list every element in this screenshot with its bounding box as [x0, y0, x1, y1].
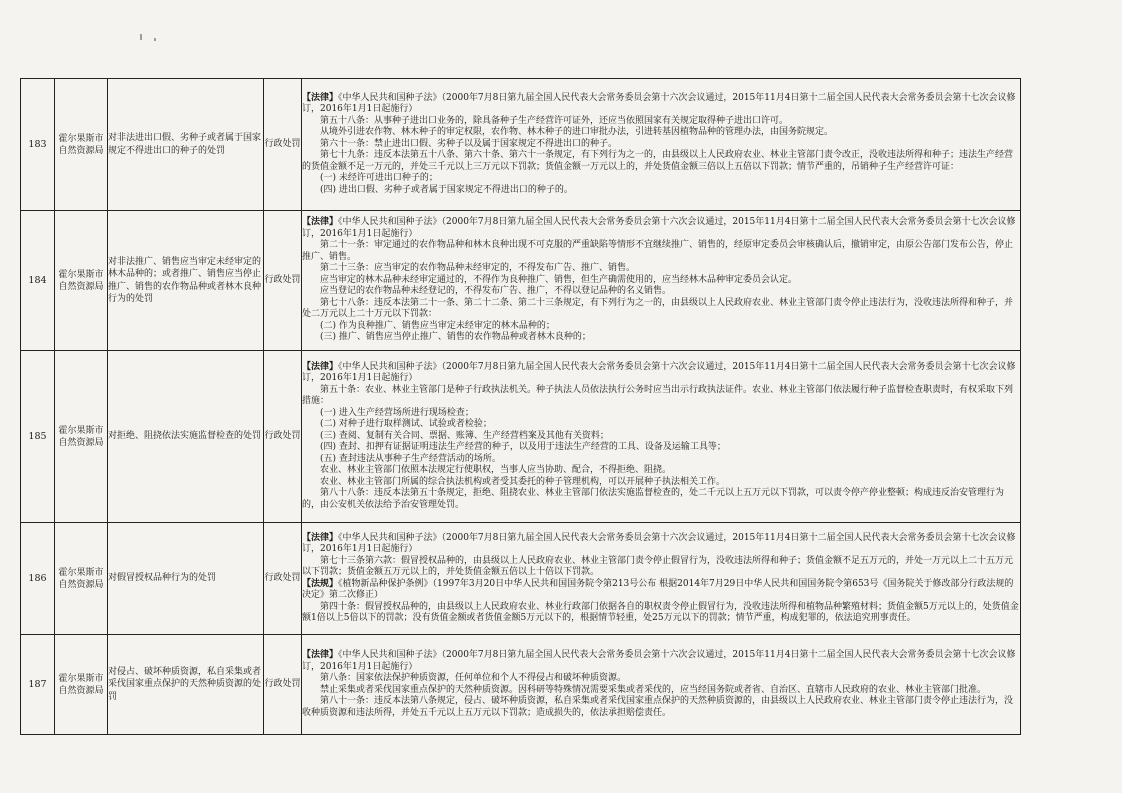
legal-basis-text: (一) 进入生产经营场所进行现场检查；	[320, 407, 474, 418]
implementing-agency: 霍尔果斯市自然资源局	[55, 79, 108, 211]
legal-basis	[302, 523, 1021, 635]
legal-basis-paragraph	[302, 419, 1020, 431]
legal-basis-paragraph	[302, 408, 1020, 420]
law-type-tag: 【法律】	[302, 532, 339, 543]
penalty-type: 行政处罚	[264, 635, 302, 735]
scan-speck	[154, 38, 156, 41]
implementing-agency: 霍尔果斯市自然资源局	[55, 523, 108, 635]
table-row	[21, 351, 1021, 523]
row-number: 185	[21, 351, 55, 523]
legal-basis-paragraph	[302, 442, 1020, 454]
legal-basis-text: (二) 对种子进行取样测试、试验或者检验；	[320, 419, 492, 430]
legal-basis-paragraph	[302, 362, 1020, 385]
row-number: 186	[21, 523, 55, 635]
implementing-agency: 霍尔果斯市自然资源局	[55, 211, 108, 351]
legal-basis-paragraph	[302, 650, 1020, 673]
law-type-tag: 【法律】	[302, 217, 339, 228]
row-number: 187	[21, 635, 55, 735]
legal-basis-paragraph	[302, 696, 1020, 719]
legal-basis-text: (四) 进出口假、劣种子或者属于国家规定不得进出口的种子的。	[320, 184, 573, 195]
legal-basis-paragraph	[302, 602, 1020, 625]
law-type-tag: 【法律】	[302, 650, 339, 660]
legal-basis-paragraph	[302, 685, 1020, 697]
row-number: 184	[21, 211, 55, 351]
legal-basis-text: 《中华人民共和国种子法》（2000年7月8日第九届全国人民代表大会常务委员会第十六次会议通过，2015年11月4日第十二届全国人民代表大会常务委员会第十七次会议修订，2016年1月1日起施行）	[302, 361, 1016, 384]
legal-basis-paragraph	[302, 431, 1020, 443]
legal-basis-paragraph	[302, 556, 1020, 579]
legal-basis-text: (三) 推广、销售应当停止推广、销售的农作物品种或者林木良种的；	[320, 332, 591, 343]
legal-basis-text: 《中华人民共和国种子法》（2000年7月8日第九届全国人民代表大会常务委员会第十六次会议通过，2015年11月4日第十二届全国人民代表大会常务委员会第十七次会议修订，2016年1月1日起施行）	[302, 92, 1016, 115]
penalty-type: 行政处罚	[264, 211, 302, 351]
legal-basis-paragraph	[302, 263, 1020, 275]
legal-basis-text: 《中华人民共和国种子法》（2000年7月8日第九届全国人民代表大会常务委员会第十六次会议通过，2015年11月4日第十二届全国人民代表大会常务委员会第十七次会议修订，2016年1月1日起施行）	[302, 650, 1016, 672]
law-type-tag: 【法规】	[302, 578, 339, 589]
legal-basis-paragraph	[302, 298, 1020, 321]
legal-basis-text: 第二十三条：应当审定的农作物品种未经审定的，不得发布广告、推广、销售。	[320, 263, 636, 274]
legal-basis-text: (五) 查封违法从事种子生产经营活动的场所。	[320, 453, 501, 464]
legal-basis-text: 农业、林业主管部门所属的综合执法机构或者受其委托的种子管理机构，可以开展种子执法相关工作。	[320, 476, 726, 487]
legal-basis-paragraph	[302, 185, 1020, 197]
legal-basis-text: 第八条：国家依法保护种质资源，任何单位和个人不得侵占和破坏种质资源。	[320, 673, 627, 683]
implementing-agency: 霍尔果斯市自然资源局	[55, 351, 108, 523]
legal-basis-text: (四) 查封、扣押有证据证明违法生产经营的种子，以及用于违法生产经营的工具、设备及运输工具等；	[320, 442, 726, 453]
legal-basis-paragraph	[302, 150, 1020, 173]
legal-basis-paragraph	[302, 321, 1020, 333]
penalty-type: 行政处罚	[264, 523, 302, 635]
legal-basis	[302, 79, 1021, 211]
penalty-item-name: 对拒绝、阻挠依法实施监督检查的处罚	[108, 351, 264, 523]
table-row	[21, 211, 1021, 351]
penalty-type: 行政处罚	[264, 351, 302, 523]
penalty-table	[20, 78, 1021, 735]
legal-basis-text: 《植物新品种保护条例》（1997年3月20日中华人民共和国国务院令第213号公布 根据2014年7月29日中华人民共和国国务院令第653号《国务院关于修改部分行政法规的决定》第二次修正）	[302, 578, 1014, 600]
legal-basis-text: 第八十一条：违反本法第八条规定，侵占、破坏种质资源，私自采集或者采伐国家重点保护的天然种质资源的，由县级以上人民政府农业、林业主管部门责令停止违法行为，没收种质资源和违法所得，并处五千元以上五万元以下罚款；造成损失的，依法承担赔偿责任。	[302, 696, 1014, 718]
legal-basis	[302, 635, 1021, 735]
legal-basis-paragraph	[302, 240, 1020, 263]
legal-basis-text: 应当登记的农作物品种未经登记的，不得发布广告、推广，不得以登记品种的名义销售。	[320, 286, 672, 297]
legal-basis-text: 第八十八条：违反本法第五十条规定，拒绝、阻挠农业、林业主管部门依法实施监督检查的，处二千元以上五万元以下罚款，可以责令停产停业整顿；构成违反治安管理行为的，由公安机关依法给予治安管理处罚。	[302, 488, 1005, 510]
legal-basis-paragraph	[302, 673, 1020, 685]
legal-basis-text: 第七十九条：违反本法第五十八条、第六十条、第六十一条规定，有下列行为之一的，由县级以上人民政府农业、林业主管部门责令改正，没收违法所得和种子；违法生产经营的货值金额不足一万元的，并处三千元以上三万元以下罚款；货值金额一万元以上的，并处货值金额三倍以上五倍以下罚款；情节严重的，吊销种子生产经营许可证：	[302, 150, 1014, 172]
law-type-tag: 【法律】	[302, 361, 339, 372]
legal-basis	[302, 211, 1021, 351]
scan-speck	[140, 34, 142, 40]
penalty-item-name: 对侵占、破坏种质资源，私自采集或者采伐国家重点保护的天然种质资源的处罚	[108, 635, 264, 735]
legal-basis-paragraph	[302, 465, 1020, 477]
legal-basis-paragraph	[302, 488, 1020, 511]
legal-basis-text: 应当审定的林木品种未经审定通过的，不得作为良种推广、销售，但生产确需使用的，应当经林木品种审定委员会认定。	[320, 274, 798, 285]
legal-basis-text: 第四十条：假冒授权品种的，由县级以上人民政府农业、林业行政部门依据各自的职权责令停止假冒行为，没收违法所得和植物品种繁殖材料；货值金额5万元以上的，处货值金额1倍以上5倍以下的罚款；没有货值金额或者货值金额5万元以下的，根据情节轻重，处25万元以下的罚款；情节严重，构成犯罪的，依法追究刑事责任。	[302, 601, 1019, 623]
implementing-agency: 霍尔果斯市自然资源局	[55, 635, 108, 735]
legal-basis-text: 第五十八条：从事种子进出口业务的，除具备种子生产经营许可证外，还应当依照国家有关规定取得种子进出口许可。	[320, 115, 789, 126]
legal-basis-text: 第五十条：农业、林业主管部门是种子行政执法机关。种子执法人员依法执行公务时应当出示行政执法证件。农业、林业主管部门依法履行种子监督检查职责时，有权采取下列措施：	[302, 384, 1014, 407]
legal-basis-text: 从境外引进农作物、林木种子的审定权限，农作物、林木种子的进口审批办法，引进转基因植物品种的管理办法，由国务院规定。	[320, 127, 834, 138]
legal-basis-paragraph	[302, 332, 1020, 344]
legal-basis-text: (一) 未经许可进出口种子的；	[320, 173, 438, 184]
legal-basis-paragraph	[302, 173, 1020, 185]
legal-basis-text: 第七十八条：违反本法第二十一条、第二十二条、第二十三条规定，有下列行为之一的，由县级以上人民政府农业、林业主管部门责令停止违法行为，没收违法所得和种子，并处二万元以上二十万元以下罚款：	[302, 297, 1014, 320]
legal-basis-text: 《中华人民共和国种子法》（2000年7月8日第九届全国人民代表大会常务委员会第十六次会议通过，2015年11月4日第十二届全国人民代表大会常务委员会第十七次会议修订，2016年1月1日起施行）	[302, 217, 1016, 239]
legal-basis-text: 禁止采集或者采伐国家重点保护的天然种质资源。因科研等特殊情况需要采集或者采伐的，应当经国务院或者省、自治区、直辖市人民政府的农业、林业主管部门批准。	[320, 684, 987, 695]
table-row	[21, 635, 1021, 735]
penalty-item-name: 对非法推广、销售应当审定未经审定的林木品种的；或者推广、销售应当停止推广、销售的农作物品种或者林木良种行为的处罚	[108, 211, 264, 351]
legal-basis-text: 农业、林业主管部门依照本法规定行使职权，当事人应当协助、配合，不得拒绝、阻挠。	[320, 465, 672, 476]
legal-basis-paragraph	[302, 286, 1020, 298]
table-row	[21, 79, 1021, 211]
legal-basis-paragraph	[302, 385, 1020, 408]
law-type-tag: 【法律】	[302, 92, 339, 103]
legal-basis-text: 《中华人民共和国种子法》（2000年7月8日第九届全国人民代表大会常务委员会第十六次会议通过，2015年11月4日第十二届全国人民代表大会常务委员会第十七次会议修订，2016年1月1日起施行）	[302, 532, 1016, 554]
legal-basis-paragraph	[302, 139, 1020, 151]
legal-basis-paragraph	[302, 116, 1020, 128]
legal-basis-text: 第六十一条：禁止进出口假、劣种子以及属于国家规定不得进出口的种子。	[320, 138, 618, 149]
legal-basis-text: 第二十一条：审定通过的农作物品种和林木良种出现不可克服的严重缺陷等情形不宜继续推广、销售的，经原审定委员会审核确认后，撤销审定，由原公告部门发布公告，停止推广、销售。	[302, 240, 1014, 262]
penalty-item-name: 对非法进出口假、劣种子或者属于国家规定不得进出口的种子的处罚	[108, 79, 264, 211]
table-row	[21, 523, 1021, 635]
legal-basis-paragraph	[302, 579, 1020, 602]
legal-basis-paragraph	[302, 533, 1020, 556]
legal-basis-paragraph	[302, 127, 1020, 139]
legal-basis-paragraph	[302, 93, 1020, 116]
legal-basis	[302, 351, 1021, 523]
legal-basis-text: (二) 作为良种推广、销售应当审定未经审定的林木品种的；	[320, 320, 555, 331]
legal-basis-paragraph	[302, 217, 1020, 240]
row-number: 183	[21, 79, 55, 211]
legal-basis-text: 第七十三条第六款：假冒授权品种的，由县级以上人民政府农业、林业主管部门责令停止假冒行为，没收违法所得和种子；货值金额不足五万元的，并处一万元以上二十五万元以下罚款；货值金额五万元以上的，并处货值金额五倍以上十倍以下罚款。	[302, 555, 1014, 577]
legal-basis-text: (三) 查阅、复制有关合同、票据、账簿、生产经营档案及其他有关资料；	[320, 430, 609, 441]
legal-basis-paragraph	[302, 454, 1020, 466]
legal-basis-paragraph	[302, 275, 1020, 287]
legal-basis-paragraph	[302, 477, 1020, 489]
penalty-type: 行政处罚	[264, 79, 302, 211]
penalty-item-name: 对假冒授权品种行为的处罚	[108, 523, 264, 635]
